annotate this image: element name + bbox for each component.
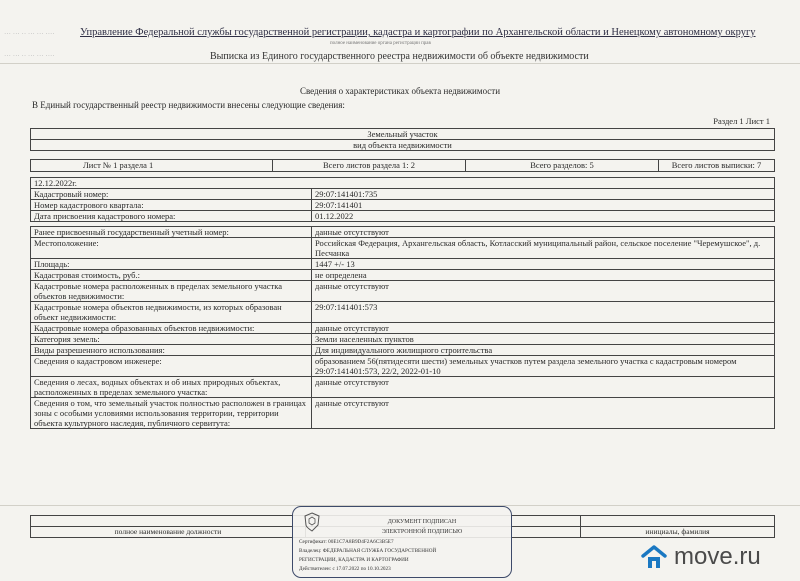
field-value: данные отсутствуют bbox=[312, 227, 775, 238]
object-fields-table bbox=[30, 177, 775, 429]
field-label: Кадастровые номера образованных объектов недвижимости: bbox=[31, 323, 312, 334]
section-label: Раздел 1 Лист 1 bbox=[713, 116, 770, 126]
faint-text-top: ··· ··· ·· ··· ··· ···· bbox=[4, 30, 55, 38]
field-value: данные отсутствуют bbox=[312, 323, 775, 334]
field-label: Виды разрешенного использования: bbox=[31, 345, 312, 356]
table-row bbox=[31, 302, 775, 323]
field-value: 29:07:141401:573 bbox=[312, 302, 775, 323]
table-row bbox=[31, 345, 775, 356]
house-logo-icon bbox=[640, 543, 668, 571]
field-value: данные отсутствуют bbox=[312, 377, 775, 398]
signature-caption: инициалы, фамилия bbox=[581, 527, 775, 538]
faint-text-mid: ··· ··· ·· ··· ··· ···· bbox=[4, 52, 55, 60]
object-type-caption: вид объекта недвижимости bbox=[31, 140, 775, 151]
field-label: Сведения о кадастровом инженере: bbox=[31, 356, 312, 377]
field-value: не определена bbox=[312, 270, 775, 281]
field-value: Для индивидуального жилищного строительства bbox=[312, 345, 775, 356]
total-sheets-extract: Всего листов выписки: 7 bbox=[659, 160, 775, 172]
stamp-owner-cont: РЕГИСТРАЦИИ, КАДАСТРА И КАРТОГРАФИИ bbox=[299, 557, 409, 563]
move-ru-watermark bbox=[640, 541, 761, 573]
table-row bbox=[31, 356, 775, 377]
field-value: 01.12.2022 bbox=[312, 211, 775, 222]
table-row bbox=[31, 334, 775, 345]
sheet-number: Лист № 1 раздела 1 bbox=[31, 160, 273, 172]
stamp-validity: Действителен: с 17.07.2022 по 10.10.2023 bbox=[299, 566, 391, 572]
emblem-icon bbox=[303, 512, 321, 532]
stamp-owner: Владелец: ФЕДЕРАЛЬНАЯ СЛУЖБА ГОСУДАРСТВЕННОЙ bbox=[299, 548, 437, 554]
electronic-signature-stamp bbox=[292, 506, 512, 578]
field-value: данные отсутствуют bbox=[312, 398, 775, 429]
total-sheets-section: Всего листов раздела 1: 2 bbox=[273, 160, 466, 172]
field-label: Кадастровый номер: bbox=[31, 189, 312, 200]
table-row bbox=[31, 259, 775, 270]
field-label: Площадь: bbox=[31, 259, 312, 270]
field-label: Сведения о том, что земельный участок полностью расположен в границах зоны с особыми условиями использования территории, территории объекта культурного наследия, публичного сервитута: bbox=[31, 398, 312, 429]
fold-line bbox=[0, 63, 800, 64]
field-value: образованием 56(пятидесяти шести) земельных участков путем раздела земельного участка с кадастровым номером 29:07:141401:573, 22/2, 2022-01-10 bbox=[312, 356, 775, 377]
document-title: Сведения о характеристиках объекта недвижимости bbox=[299, 86, 501, 96]
object-type: Земельный участок bbox=[31, 129, 775, 140]
organization-name: Управление Федеральной службы государственной регистрации, кадастра и картографии по Архангельской области и Ненецкому автономному округу bbox=[80, 27, 756, 38]
table-row bbox=[31, 227, 775, 238]
intro-text: В Единый государственный реестр недвижимости внесены следующие сведения: bbox=[32, 100, 345, 110]
extract-title: Выписка из Единого государственного реестра недвижимости об объекте недвижимости bbox=[210, 51, 589, 62]
total-sections: Всего разделов: 5 bbox=[466, 160, 659, 172]
field-value: данные отсутствуют bbox=[312, 281, 775, 302]
field-label: Категория земель: bbox=[31, 334, 312, 345]
table-row bbox=[31, 398, 775, 429]
extract-date: 12.12.2022г. bbox=[31, 178, 775, 189]
position-caption: полное наименование должности bbox=[31, 527, 306, 538]
field-value: 1447 +/- 13 bbox=[312, 259, 775, 270]
field-value: Земли населенных пунктов bbox=[312, 334, 775, 345]
table-row bbox=[31, 281, 775, 302]
table-row bbox=[31, 200, 775, 211]
table-row bbox=[31, 323, 775, 334]
field-value: 29:07:141401 bbox=[312, 200, 775, 211]
stamp-certificate: Сертификат: 00E1C7A8B9D4F2A6C3B5E7 bbox=[299, 539, 394, 545]
field-label: Сведения о лесах, водных объектах и об иных природных объектах, расположенных в пределах земельного участка: bbox=[31, 377, 312, 398]
field-label: Местоположение: bbox=[31, 238, 312, 259]
object-type-table bbox=[30, 128, 775, 151]
table-row bbox=[31, 211, 775, 222]
position-cell bbox=[31, 516, 306, 527]
table-row bbox=[31, 377, 775, 398]
field-label: Кадастровые номера расположенных в пределах земельного участка объектов недвижимости: bbox=[31, 281, 312, 302]
field-label: Кадастровые номера объектов недвижимости, из которых образован объект недвижимости: bbox=[31, 302, 312, 323]
table-row bbox=[31, 270, 775, 281]
field-value: Российская Федерация, Архангельская область, Котласский муниципальный район, сельское поселение "Черемушское", д. Песчанка bbox=[312, 238, 775, 259]
watermark-text: move.ru bbox=[674, 543, 761, 570]
field-label: Дата присвоения кадастрового номера: bbox=[31, 211, 312, 222]
stamp-title: ДОКУМЕНТ ПОДПИСАН bbox=[387, 519, 457, 525]
signature-cell bbox=[581, 516, 775, 527]
field-label: Ранее присвоенный государственный учетный номер: bbox=[31, 227, 312, 238]
table-row bbox=[31, 189, 775, 200]
sheet-info-table bbox=[30, 159, 775, 172]
field-label: Кадастровая стоимость, руб.: bbox=[31, 270, 312, 281]
field-value: 29:07:141401:735 bbox=[312, 189, 775, 200]
table-row bbox=[31, 238, 775, 259]
stamp-subtitle: ЭЛЕКТРОННОЙ ПОДПИСЬЮ bbox=[381, 529, 463, 535]
organization-caption: полное наименование органа регистрации прав bbox=[330, 41, 431, 46]
field-label: Номер кадастрового квартала: bbox=[31, 200, 312, 211]
